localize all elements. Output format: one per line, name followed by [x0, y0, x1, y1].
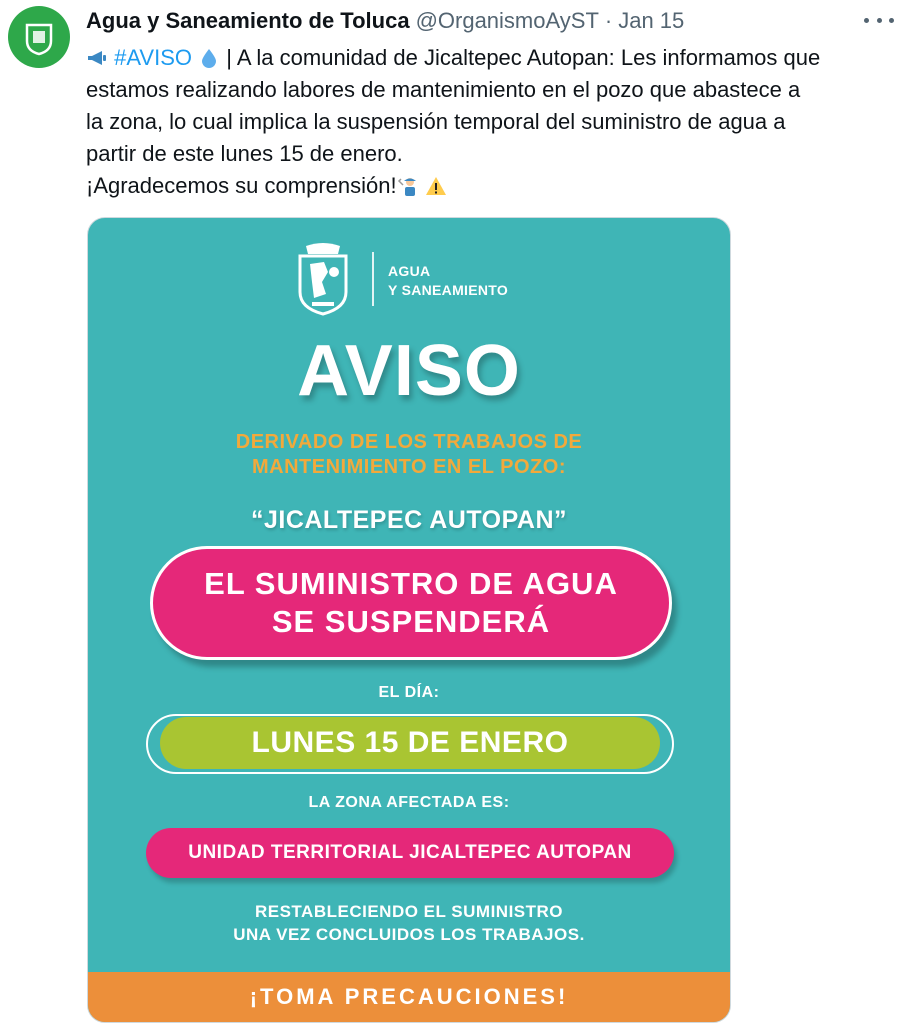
plumber-icon: [397, 175, 419, 197]
date-pill: LUNES 15 DE ENERO: [160, 717, 660, 769]
date-label: EL DÍA:: [378, 684, 440, 701]
restore-line-1: RESTABLECIENDO EL SUMINISTRO: [254, 902, 564, 921]
suspension-line-2: SE SUSPENDERÁ: [271, 604, 551, 639]
derivado-line-1: DERIVADO DE LOS TRABAJOS DE: [235, 431, 583, 453]
restore-line-2: UNA VEZ CONCLUIDOS LOS TRABAJOS.: [233, 925, 585, 944]
droplet-icon: [198, 47, 220, 69]
tweet-line-2: estamos realizando labores de mantenimiento en el pozo que abastece a: [86, 77, 801, 102]
megaphone-icon: [86, 47, 108, 69]
restore-text: [88, 900, 730, 946]
brand-line-2: Y SANEAMIENTO: [388, 282, 509, 298]
more-icon[interactable]: [864, 10, 894, 30]
separator-dot: ·: [604, 8, 613, 33]
derivado-text: [88, 430, 730, 480]
hashtag-aviso[interactable]: #AVISO: [114, 45, 192, 70]
crest-logo-icon: [19, 17, 59, 57]
derivado-line-2: MANTENIMIENTO EN EL POZO:: [252, 456, 566, 478]
location-name: “JICALTEPEC AUTOPAN”: [250, 506, 568, 534]
avatar[interactable]: [8, 6, 70, 68]
zone-label: LA ZONA AFECTADA ES:: [308, 794, 510, 811]
tweet-text: [86, 42, 886, 202]
zone-pill: UNIDAD TERRITORIAL JICALTEPEC AUTOPAN: [146, 828, 674, 878]
tweet-date[interactable]: Jan 15: [618, 8, 685, 33]
tweet-line-4: partir de este lunes 15 de enero.: [86, 141, 403, 166]
brand-line-1: AGUA: [388, 263, 431, 279]
brand-name: [388, 262, 508, 300]
warning-icon: [425, 175, 447, 197]
toluca-crest-icon: [294, 242, 352, 318]
tweet-media-image[interactable]: [87, 217, 731, 1023]
tweet-line-3: la zona, lo cual implica la suspensión temporal del suministro de agua a: [86, 109, 786, 134]
tweet-line-5: ¡Agradecemos su comprensión!: [86, 173, 397, 198]
brand-divider: [372, 252, 374, 306]
suspension-line-1: EL SUMINISTRO DE AGUA: [204, 566, 618, 601]
precautions-banner: ¡TOMA PRECAUCIONES!: [88, 972, 730, 1022]
author-handle[interactable]: @OrganismoAyST: [415, 8, 599, 33]
tweet-header: [86, 8, 846, 38]
author-name[interactable]: Agua y Saneamiento de Toluca: [86, 8, 410, 33]
tweet-line-1: | A la comunidad de Jicaltepec Autopan: Les informamos que: [220, 45, 821, 70]
poster-title: AVISO: [297, 331, 521, 411]
suspension-pill: [150, 546, 672, 660]
